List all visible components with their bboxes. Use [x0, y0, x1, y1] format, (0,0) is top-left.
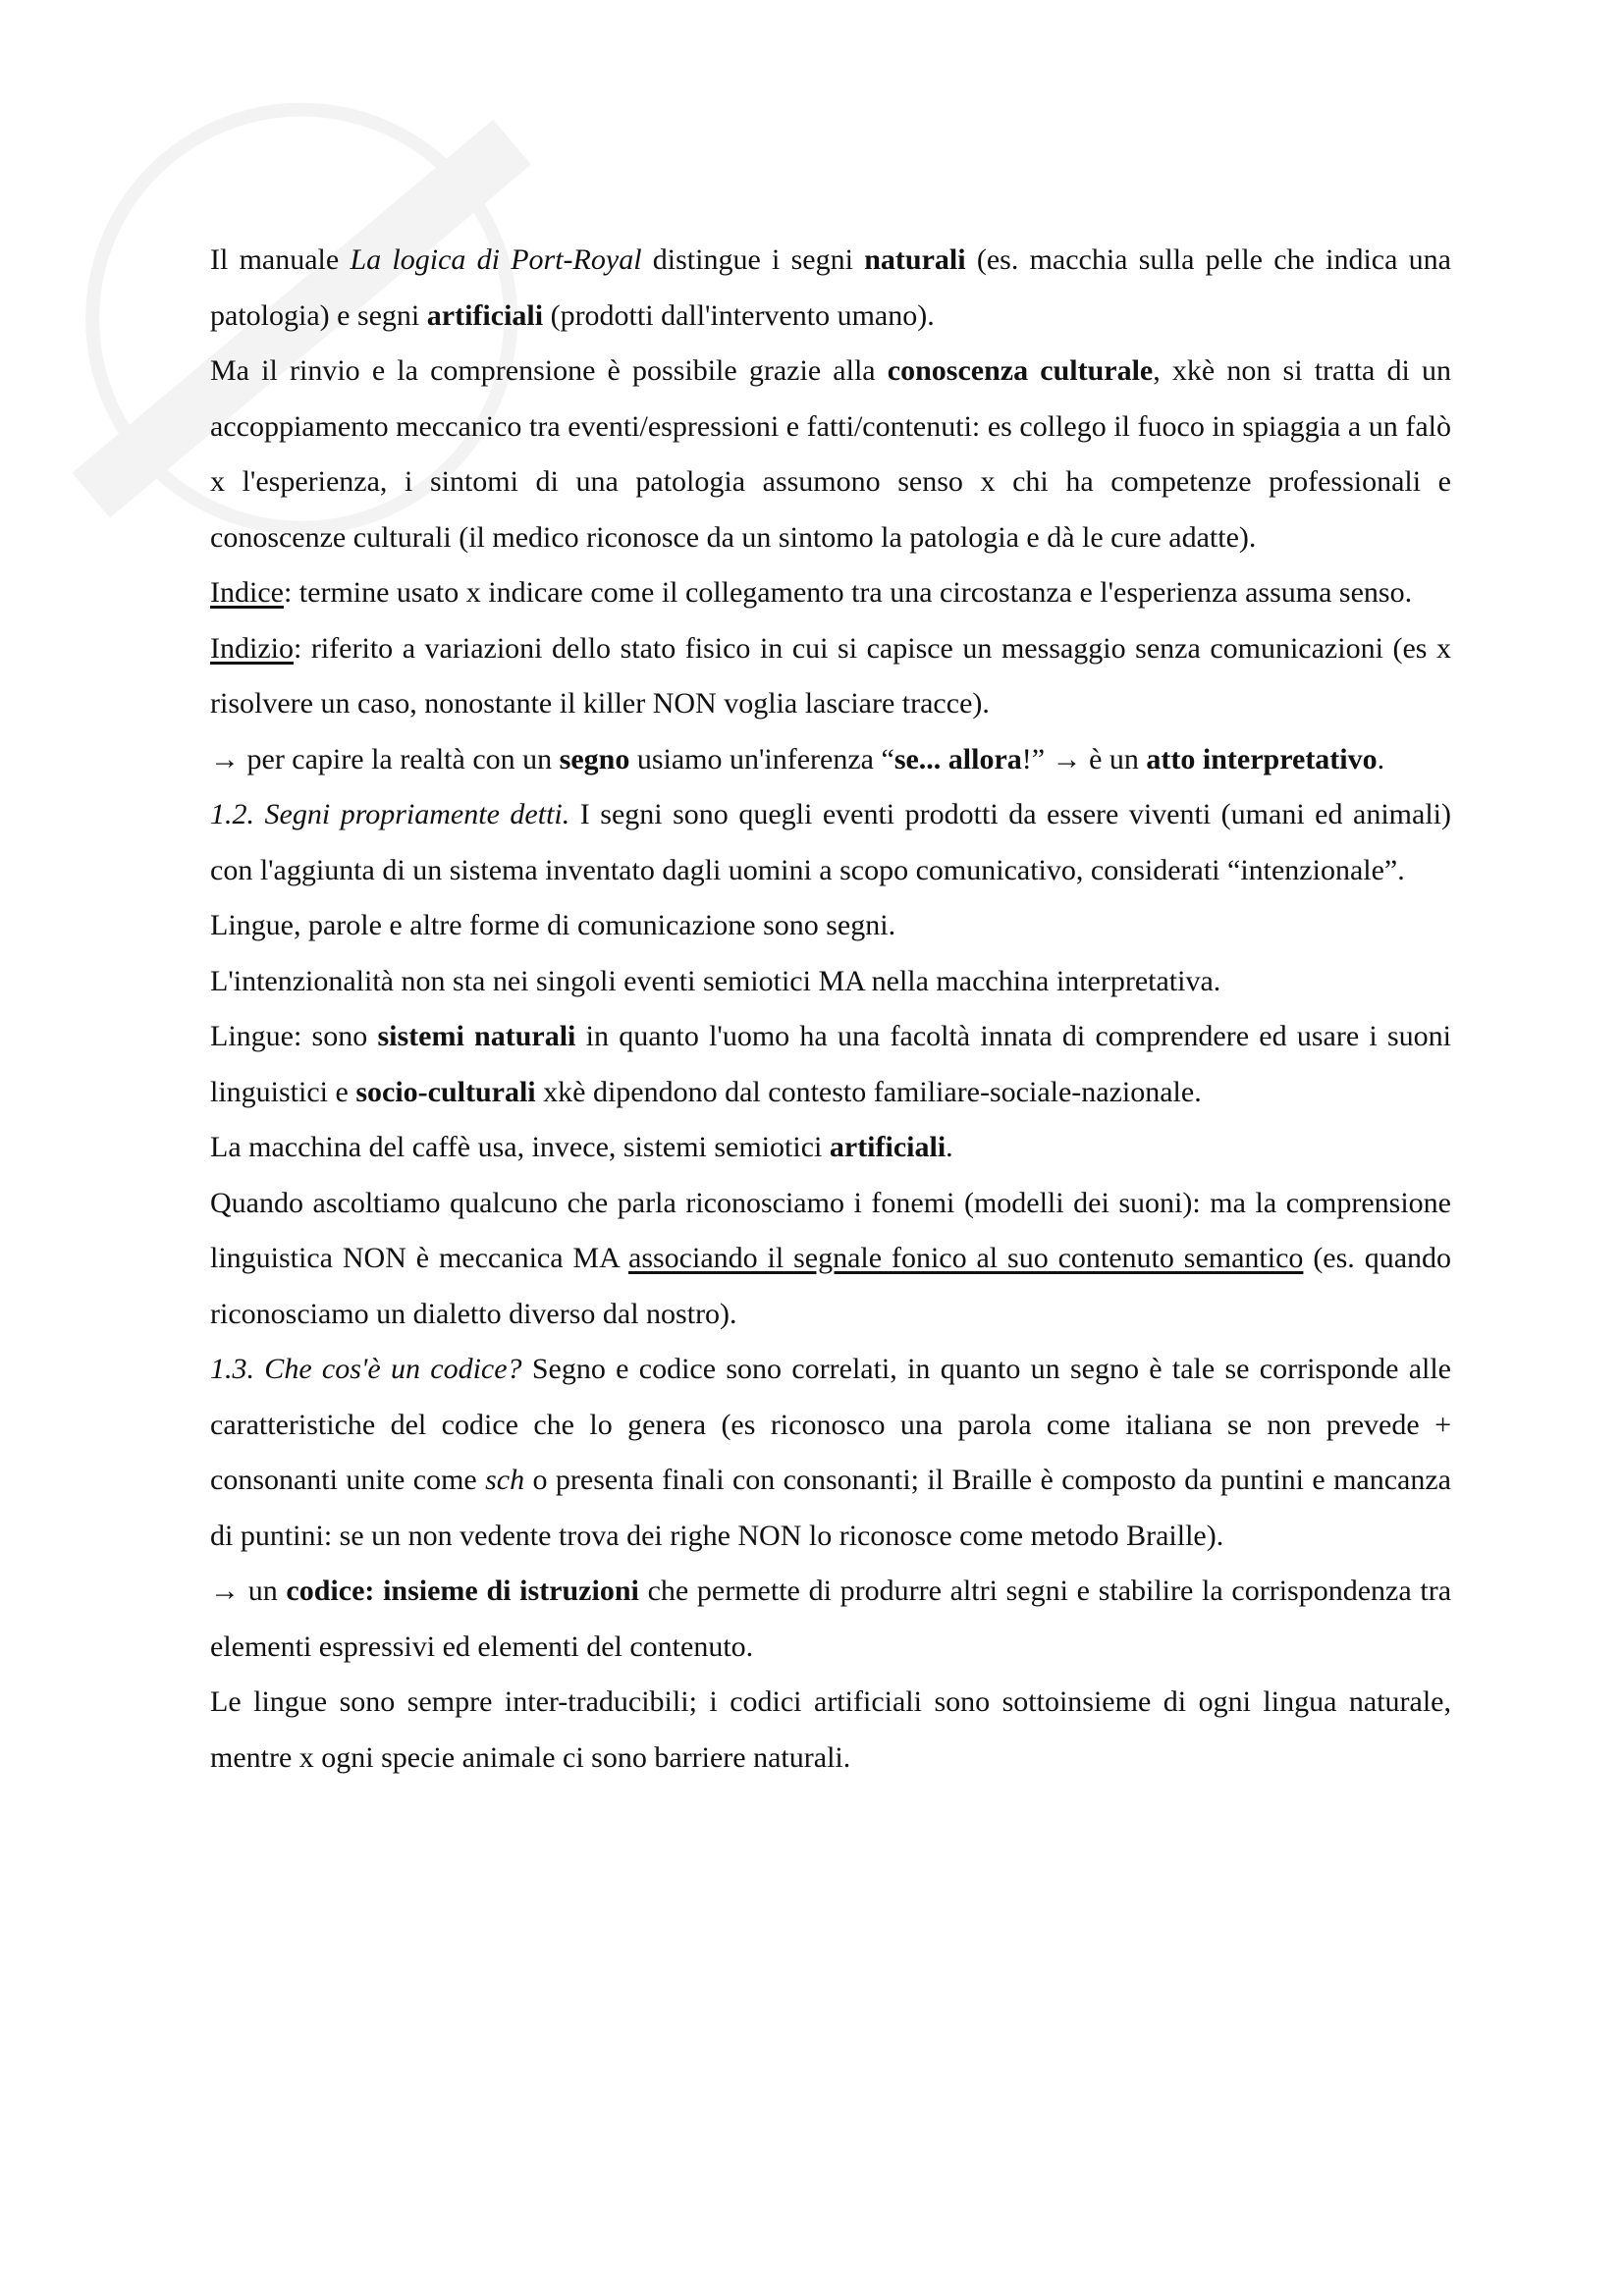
text-run: Lingue: sono	[210, 1020, 378, 1052]
paragraph-inferenza	[210, 732, 1451, 788]
text-run: Ma il rinvio e la comprensione è possibile grazie alla	[210, 354, 888, 387]
text-run: distingue i segni	[641, 243, 865, 276]
text-run: (es. quando riconosciamo un dialetto diverso dal nostro).	[210, 1242, 1452, 1330]
bold-text: naturali	[864, 243, 966, 276]
text-run: La macchina del caffè usa, invece, sistemi semiotici	[210, 1131, 830, 1163]
italic-text: 1.3. Che cos'è un codice?	[210, 1353, 522, 1385]
text-run: o presenta finali con consonanti; il Braille è composto da puntini e mancanza di puntini: se un non vedente trova dei righe NON lo riconosce come metodo Braille).	[210, 1464, 1451, 1552]
text-run: I segni sono quegli eventi prodotti da essere viventi (umani ed animali) con l'aggiunta di un sistema inventato dagli uomini a scopo comunicativo, considerati “intenzionale”.	[210, 798, 1451, 886]
paragraph-codice-domanda	[210, 1342, 1451, 1564]
text-run: : termine usato x indicare come il collegamento tra una circostanza e l'esperienza assuma senso.	[283, 576, 1413, 609]
text-run: che permette di produrre altri segni e stabilire la corrispondenza tra elementi espressivi ed elementi del contenuto.	[210, 1575, 1452, 1663]
text-run: → per capire la realtà con un	[210, 742, 560, 775]
paragraph-port-royal	[210, 233, 1451, 344]
text-run: .	[946, 1131, 953, 1163]
bold-text: atto interpretativo	[1146, 742, 1378, 775]
text-run: (es. macchia sulla pelle che indica una patologia) e segni	[210, 243, 1451, 332]
bold-text: socio-culturali	[355, 1075, 536, 1108]
text-run: Il manuale	[210, 243, 351, 276]
paragraph-indizio	[210, 621, 1451, 732]
bold-text: segno	[559, 742, 630, 775]
text-run: → un	[210, 1575, 287, 1607]
text-run: xkè dipendono dal contesto familiare-sociale-nazionale.	[535, 1075, 1202, 1108]
paragraph-caffe	[210, 1120, 1451, 1176]
italic-text: sch	[485, 1464, 525, 1496]
paragraph-fonemi	[210, 1176, 1451, 1343]
text-run: Quando ascoltiamo qualcuno che parla riconosciamo i fonemi (modelli dei suoni): ma la comprensione linguistica NON è meccanica MA	[210, 1186, 1451, 1274]
text-run: L'intenzionalità non sta nei singoli eventi semiotici MA nella macchina interpretativa.	[210, 964, 1221, 997]
bold-text: codice: insieme di istruzioni	[286, 1575, 639, 1607]
bold-text: artificiali	[829, 1131, 947, 1163]
paragraph-lingue-sistemi	[210, 1009, 1451, 1120]
paragraph-codice-definizione	[210, 1564, 1451, 1675]
text-run: : riferito a variazioni dello stato fisico in cui si capisce un messaggio senza comunicazioni (es x risolvere un caso, nonostante il killer NON voglia lasciare tracce).	[210, 631, 1451, 720]
italic-text: 1.2. Segni propriamente detti.	[210, 798, 570, 830]
paragraph-inter-traducibili	[210, 1675, 1451, 1786]
text-run: Le lingue sono sempre inter-traducibili; i codici artificiali sono sottoinsieme di ogni lingua naturale, mentre x ogni specie animale ci sono barriere naturali.	[210, 1685, 1451, 1774]
bold-text: conoscenza culturale	[887, 354, 1154, 387]
bold-text: sistemi naturali	[377, 1020, 576, 1052]
document-body	[210, 233, 1451, 1786]
text-run: in quanto l'uomo ha una facoltà innata di comprendere ed usare i suoni linguistici e	[210, 1020, 1451, 1108]
paragraph-conoscenza	[210, 344, 1451, 565]
text-run: , xkè non si tratta di un accoppiamento meccanico tra eventi/espressioni e fatti/contenuti: es collego il fuoco in spiaggia a un falò x l'esperienza, i sintomi di una patologia assumono senso x chi ha competenze professionali e conoscenze culturali (il medico riconosce da un sintomo la patologia e dà le cure adatte).	[210, 354, 1452, 554]
underlined-text: associando il segnale fonico al suo contenuto semantico	[628, 1242, 1304, 1274]
paragraph-intenzionalita	[210, 954, 1451, 1010]
paragraph-lingue-segni	[210, 898, 1451, 954]
text-run: usiamo un'inferenza “	[629, 742, 894, 775]
bold-text: se... allora	[893, 742, 1022, 775]
paragraph-segni-detti	[210, 787, 1451, 898]
text-run: !” → è un	[1021, 742, 1147, 775]
bold-text: artificiali	[426, 298, 544, 332]
italic-text: La logica di Port-Royal	[350, 243, 642, 276]
text-run: (prodotti dall'intervento umano).	[543, 298, 935, 332]
underlined-text: Indice	[210, 576, 284, 609]
paragraph-indice	[210, 565, 1451, 621]
underlined-text: Indizio	[210, 631, 294, 665]
text-run: Segno e codice sono correlati, in quanto un segno è tale se corrisponde alle caratteristiche del codice che lo genera (es riconosco una parola come italiana se non prevede + consonanti unite come	[210, 1353, 1451, 1496]
text-run: .	[1377, 742, 1385, 775]
text-run: Lingue, parole e altre forme di comunicazione sono segni.	[210, 909, 896, 941]
